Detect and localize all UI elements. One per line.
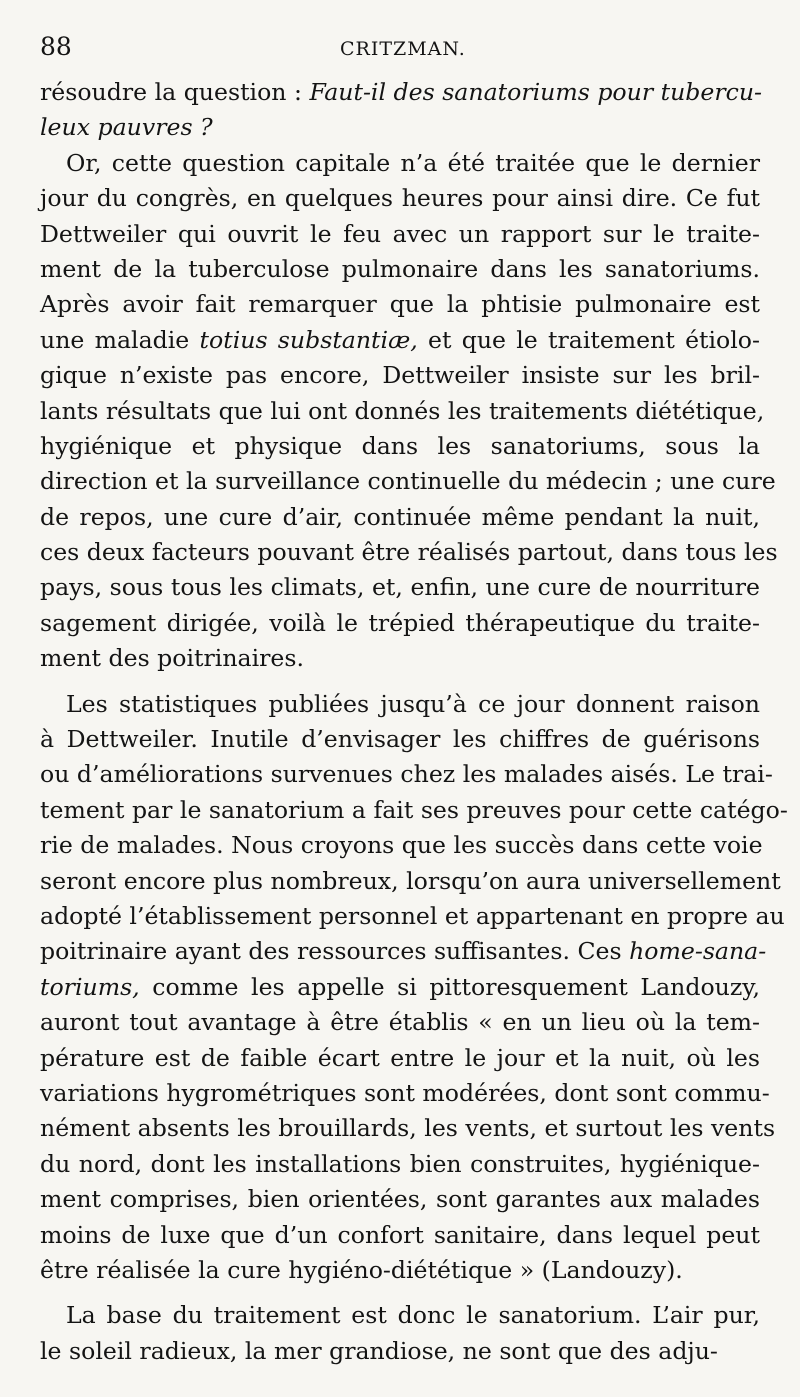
text-line xyxy=(40,934,767,969)
running-title: CRITZMAN. xyxy=(340,38,466,60)
text-line xyxy=(40,252,760,287)
body-text xyxy=(40,75,788,1369)
italic-text: toriums, xyxy=(40,972,140,1001)
text-segment: et que le traitement étiolo- xyxy=(417,325,760,354)
text-line xyxy=(40,641,760,676)
paragraph-gap xyxy=(40,677,760,687)
text-line xyxy=(40,500,760,535)
text-line xyxy=(40,757,773,792)
text-line xyxy=(40,722,760,757)
text-line xyxy=(40,110,760,145)
text-segment: gique n’existe pas encore, Dettweiler insiste sur les bril- xyxy=(40,361,760,390)
text-line xyxy=(40,1005,760,1040)
text-line xyxy=(40,323,760,358)
text-line xyxy=(40,1147,760,1182)
text-line xyxy=(40,464,776,499)
text-line xyxy=(40,217,760,252)
text-line xyxy=(40,793,788,828)
text-line xyxy=(40,429,760,464)
text-segment: résoudre la question : xyxy=(40,78,310,106)
text-line xyxy=(40,864,781,899)
text-segment: variations hygrométriques sont modérées, dont sont commu- xyxy=(40,1078,770,1107)
text-line xyxy=(40,75,763,110)
text-segment: La base du traitement est donc le sanatorium. L’air pur, xyxy=(66,1301,760,1330)
text-segment: Dettweiler qui ouvrit le feu avec un rapport sur le traite- xyxy=(40,219,760,248)
text-segment: ces deux facteurs pouvant être réalisés partout, dans tous les xyxy=(40,538,778,567)
text-segment: ou d’améliorations survenues chez les malades aisés. Le trai- xyxy=(40,760,773,789)
text-line xyxy=(40,570,760,605)
text-line xyxy=(40,146,760,181)
text-segment: hygiénique et physique dans les sanatoriums, sous la xyxy=(40,431,760,460)
text-segment: ment de la tuberculose pulmonaire dans les sanatoriums. xyxy=(40,254,760,283)
text-segment: adopté l’établissement personnel et appartenant en propre au xyxy=(40,901,785,930)
text-line xyxy=(40,1334,760,1369)
text-segment: sagement dirigée, voilà le trépied thérapeutique du traite- xyxy=(40,608,760,637)
text-line xyxy=(40,828,763,863)
text-line xyxy=(40,1253,760,1288)
text-segment: à Dettweiler. Inutile d’envisager les chiffres de guérisons xyxy=(40,725,760,754)
text-segment: une maladie xyxy=(40,325,200,354)
text-line xyxy=(40,1041,760,1076)
text-segment: le soleil radieux, la mer grandiose, ne sont que des adju- xyxy=(40,1336,718,1365)
text-segment: être réalisée la cure hygiéno-diététique » (Landouzy). xyxy=(40,1255,683,1284)
text-line xyxy=(40,1298,760,1333)
italic-text: leux pauvres ? xyxy=(40,113,213,142)
text-segment: de repos, une cure d’air, continuée même pendant la nuit, xyxy=(40,502,760,531)
text-segment: nément absents les brouillards, les vents, et surtout les vents xyxy=(40,1114,776,1143)
text-line xyxy=(40,358,760,393)
text-line xyxy=(40,687,760,722)
italic-text: Faut-il des sanatoriums pour tubercu- xyxy=(309,78,763,106)
text-segment: auront tout avantage à être établis « en un lieu où la tem- xyxy=(40,1008,760,1037)
text-segment: ment comprises, bien orientées, sont garantes aux malades xyxy=(40,1185,760,1214)
italic-text: home-sana- xyxy=(629,937,767,966)
text-segment: Après avoir fait remarquer que la phtisie pulmonaire est xyxy=(40,290,760,319)
italic-text: totius substantiæ, xyxy=(199,325,418,354)
text-segment: moins de luxe que d’un confort sanitaire, dans lequel peut xyxy=(40,1220,760,1249)
text-line xyxy=(40,287,760,322)
text-segment: seront encore plus nombreux, lorsqu’on aura universellement xyxy=(40,866,781,895)
text-segment: pays, sous tous les climats, et, enfin, une cure de nourriture xyxy=(40,573,760,602)
page-header xyxy=(40,30,760,64)
text-segment: poitrinaire ayant des ressources suffisantes. Ces xyxy=(40,937,630,966)
text-line xyxy=(40,606,760,641)
text-line xyxy=(40,1076,770,1111)
text-line xyxy=(40,1218,760,1253)
text-segment: rie de malades. Nous croyons que les succès dans cette voie xyxy=(40,831,763,860)
text-segment: jour du congrès, en quelques heures pour ainsi dire. Ce fut xyxy=(40,184,760,213)
text-segment: Les statistiques publiées jusqu’à ce jour donnent raison xyxy=(66,689,760,718)
paragraph-gap xyxy=(40,1288,760,1298)
text-segment: comme les appelle si pittoresquement Landouzy, xyxy=(139,972,760,1001)
text-line xyxy=(40,394,765,429)
text-line xyxy=(40,1111,776,1146)
text-segment: du nord, dont les installations bien construites, hygiénique- xyxy=(40,1149,760,1178)
text-line xyxy=(40,970,760,1005)
text-segment: pérature est de faible écart entre le jour et la nuit, où les xyxy=(40,1043,760,1072)
text-segment: ment des poitrinaires. xyxy=(40,644,305,673)
text-line xyxy=(40,181,760,216)
text-segment: direction et la surveillance continuelle du médecin ; une cure xyxy=(40,467,776,496)
text-line xyxy=(40,899,785,934)
text-line xyxy=(40,535,778,570)
text-line xyxy=(40,1182,760,1217)
text-segment: lants résultats que lui ont donnés les traitements diététique, xyxy=(40,396,765,425)
page-number: 88 xyxy=(40,32,72,61)
text-segment: Or, cette question capitale n’a été traitée que le dernier xyxy=(66,148,760,177)
text-segment: tement par le sanatorium a fait ses preuves pour cette catégo- xyxy=(40,795,788,824)
